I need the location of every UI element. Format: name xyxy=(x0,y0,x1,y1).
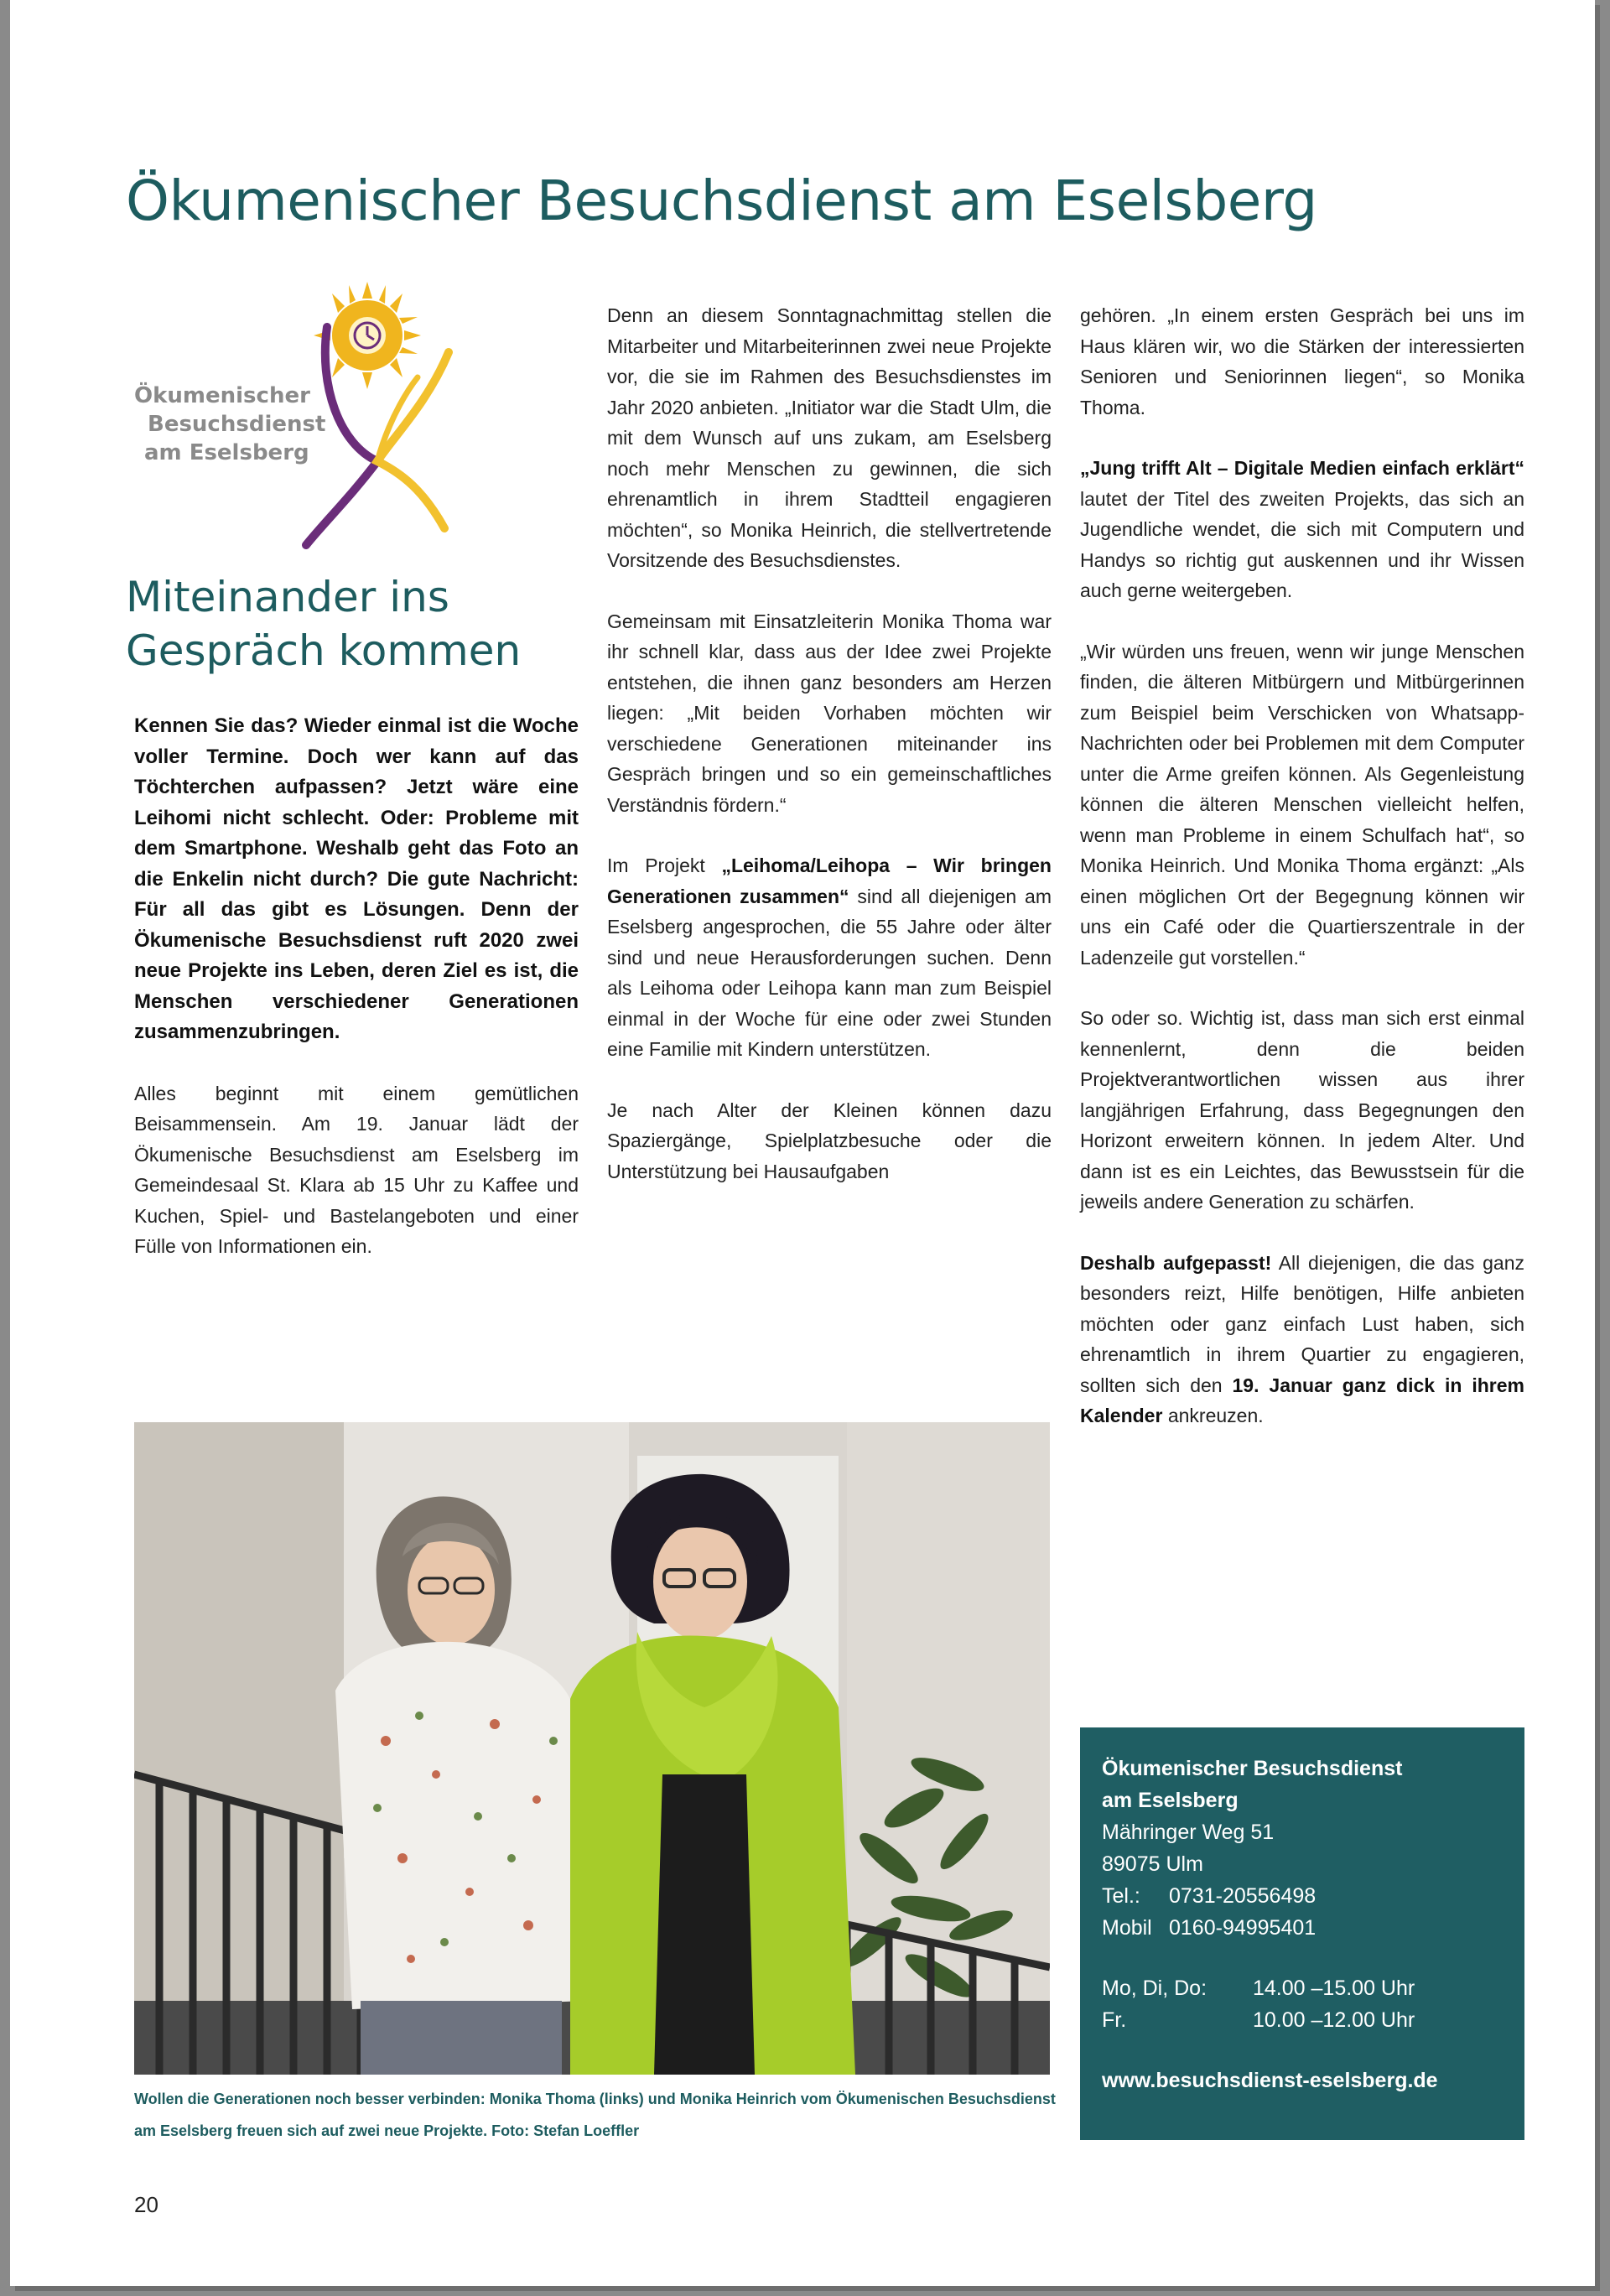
magazine-page xyxy=(10,0,1595,2286)
contact-org-line-1: Ökumenischer Besuchsdienst xyxy=(1102,1757,1403,1780)
page-title: Ökumenischer Besuchsdienst am Eselsberg xyxy=(126,169,1317,233)
mobil-label: Mobil xyxy=(1102,1916,1152,1940)
body-paragraph: gehören. „In einem ersten Gespräch bei uns im Haus klären wir, wo die Stärken der interessierten Senioren und Seniorinnen liegen“, so Monika Thoma. xyxy=(1080,304,1524,418)
hours-days: Fr. xyxy=(1102,2008,1127,2032)
emphasis: 19. Januar ganz dick in ihrem Kalender xyxy=(1080,1374,1524,1426)
text-run: sind all diejenigen am Eselsberg angesprochen, die 55 Jahre oder älter sind und neue Herausforderungen suchen. Denn als Leihoma oder Leihopa kann man zum Beispiel einmal in der Woche für eine oder zwei Stunden eine Familie mit Kindern unterstützen. xyxy=(607,885,1052,1060)
body-paragraph xyxy=(607,850,1052,1065)
hours-row-2 xyxy=(1102,2004,1513,2036)
body-paragraph: „Wir würden uns freuen, wenn wir junge Menschen finden, die älteren Mitbürgern und Mitbürgerinnen zum Beispiel beim Verschicken von Whatsapp-Nachrichten oder bei Problemen mit dem Computer unter die Arme greifen können. Als Gegenleistung können die älteren Menschen vielleicht helfen, wenn man Probleme in einem Schulfach hat“, so Monika Heinrich. Und Monika Thoma ergänzt: „Als einen möglichen Ort der Begegnung können wir uns ein Café oder die Quartierszentrale in der Ladenzeile gut vorstellen.“ xyxy=(1080,640,1524,969)
body-paragraph: Gemeinsam mit Einsatzleiterin Monika Thoma war ihr schnell klar, dass aus der Idee zwei Projekte entstehen, die ihnen ganz besonders am Herzen liegen: „Mit beiden Vorhaben möchten wir verschiedene Generationen miteinander ins Gespräch bringen und so ein gemeinschaftliches Verständnis fördern.“ xyxy=(607,610,1052,816)
logo-line-3: am Eselsberg xyxy=(144,440,309,465)
logo-line-2: Besuchsdienst xyxy=(148,412,326,437)
mobil-number[interactable]: 0160-94995401 xyxy=(1169,1916,1317,1940)
tel-label: Tel.: xyxy=(1102,1884,1140,1908)
body-paragraph: So oder so. Wichtig ist, dass man sich erst einmal kennenlernt, denn die beiden Projektverantwortlichen wissen aus ihrer langjährigen Erfahrung, dass Begegnungen den Horizont erweitern können. In jedem Alter. Und dann ist es ein Leichtes, das Bewusstsein für die jeweils andere Generation zu schärfen. xyxy=(1080,1007,1524,1213)
logo-text xyxy=(134,382,386,467)
page-number: 20 xyxy=(134,2192,158,2217)
website-link[interactable]: www.besuchsdienst-eselsberg.de xyxy=(1102,2069,1438,2092)
photo-caption: Wollen die Generationen noch besser verbinden: Monika Thoma (links) und Monika Heinrich vom Ökumenischen Besuchsdienst am Eselsberg freuen sich auf zwei neue Projekte. Foto: Stefan Loeffler xyxy=(134,2091,1056,2139)
body-paragraph xyxy=(1080,1248,1524,1431)
contact-org-line-2: am Eselsberg xyxy=(1102,1789,1239,1812)
lead-paragraph: Kennen Sie das? Wieder einmal ist die Woche voller Termine. Doch wer kann auf das Töchterchen aufpassen? Jetzt wäre eine Leihomi nicht schlecht. Oder: Probleme mit dem Smartphone. Weshalb geht das Foto an die Enkelin nicht durch? Die gute Nachricht: Für all das gibt es Lösungen. Denn der Ökumenische Besuchsdienst ruft 2020 zwei neue Projekte ins Leben, deren Ziel es ist, die Menschen verschiedener Generationen zusammenzubringen. xyxy=(134,714,579,1043)
contact-box xyxy=(1080,1727,1524,2140)
body-paragraph: Denn an diesem Sonntagnachmittag stellen die Mitarbeiter und Mitarbeiterinnen zwei neue Projekte vor, die sie im Rahmen des Besuchsdienstes im Jahr 2020 anbieten. „Initiator war die Stadt Ulm, die mit dem Wunsch auf uns zukam, am Eselsberg noch mehr Menschen zu gewinnen, die sich ehrenamtlich in ihrem Stadtteil engagieren möchten“, so Monika Heinrich, die stellvertretende Vorsitzende des Besuchsdienstes. xyxy=(607,304,1052,571)
subheadline-line-1: Miteinander ins xyxy=(126,573,449,621)
subheadline-line-2: Gespräch kommen xyxy=(126,626,522,675)
text-run: All diejenigen, die das ganz besonders reizt, Hilfe benötigen, Hilfe anbieten möchten oder ganz einfach Lust haben, sich ehrenamtlich in ihrem Quartier zu engagieren, sollten sich den xyxy=(1080,1251,1524,1396)
hours-time: 14.00 –15.00 Uhr xyxy=(1253,1977,1415,2000)
text-run: Im Projekt xyxy=(607,855,722,876)
project-title-leihoma: „Leihoma/Leihopa – Wir bringen Generationen zusammen“ xyxy=(607,855,1052,907)
subheadline xyxy=(126,570,562,678)
body-paragraph: Alles beginnt mit einem gemütlichen Beisammensein. Am 19. Januar lädt der Ökumenische Besuchsdienst am Eselsberg im Gemeindesaal St. Klara ab 15 Uhr zu Kaffee und Kuchen, Spiel- und Bastelangeboten und einer Fülle von Informationen ein. xyxy=(134,1082,579,1257)
contact-city: 89075 Ulm xyxy=(1102,1852,1203,1876)
contact-street: Mähringer Weg 51 xyxy=(1102,1821,1275,1844)
column-3 xyxy=(1080,300,1524,1462)
hours-days: Mo, Di, Do: xyxy=(1102,1977,1208,2000)
text-run: ankreuzen. xyxy=(1162,1405,1264,1426)
body-paragraph xyxy=(1080,453,1524,606)
project-title-jung-trifft-alt: „Jung trifft Alt – Digitale Medien einfach erklärt“ xyxy=(1080,457,1524,479)
text-run: lautet der Titel des zweiten Projekts, das sich an Jugendliche wendet, die sich mit Computern und Handys so richtig gut auskennen und ihr Wissen auch gerne weitergeben. xyxy=(1080,487,1524,601)
logo-line-1: Ökumenischer xyxy=(134,383,310,408)
photo-two-women xyxy=(134,1422,1050,2075)
body-paragraph: Je nach Alter der Kleinen können dazu Spaziergänge, Spielplatzbesuche oder die Unterstützung bei Hausaufgaben xyxy=(607,1099,1052,1182)
emphasis: Deshalb aufgepasst! xyxy=(1080,1251,1272,1274)
logo xyxy=(126,277,478,553)
hours-time: 10.00 –12.00 Uhr xyxy=(1253,2008,1415,2032)
contact-tel-row xyxy=(1102,1880,1513,1912)
contact-mobil-row xyxy=(1102,1912,1513,1944)
tel-number[interactable]: 0731-20556498 xyxy=(1169,1884,1317,1908)
hours-row-1 xyxy=(1102,1972,1513,2004)
column-2 xyxy=(607,300,1052,1217)
column-1 xyxy=(134,711,579,1292)
photo-illustration xyxy=(134,1422,1050,2075)
